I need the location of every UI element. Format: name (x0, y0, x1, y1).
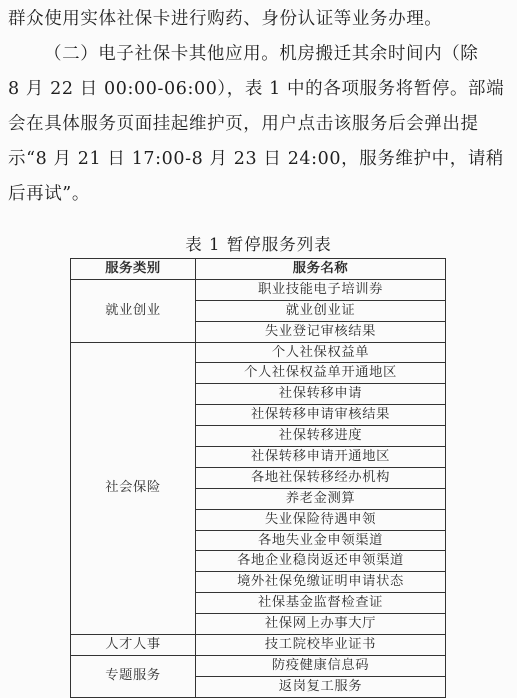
service-name-cell: 技工院校毕业证书 (196, 635, 446, 656)
header-service-name: 服务名称 (196, 259, 446, 280)
service-name-cell: 社保转移申请开通地区 (196, 447, 446, 468)
service-table (70, 258, 446, 698)
service-name-cell: 各地企业稳岗返还申领渠道 (196, 551, 446, 572)
table-row (71, 635, 446, 656)
service-name-cell: 就业创业证 (196, 300, 446, 321)
paragraph-1 (8, 2, 511, 37)
service-name-cell: 各地社保转移经办机构 (196, 467, 446, 488)
paragraph-1-line-1: 群众使用实体社保卡进行购药、身份认证等业务办理。 (8, 9, 443, 29)
paragraph-2-line-3: 会在具体服务页面挂起维护页，用户点击该服务后会弹出提 (8, 114, 479, 134)
table-row (71, 342, 446, 363)
paragraph-2-line-1: （二）电子社保卡其他应用。机房搬迁其余时间内（除 (44, 44, 479, 64)
paragraph-2-line-2: 8 月 22 日 00:00-06:00），表 1 中的各项服务将暂停。部端 (8, 79, 505, 99)
table-body (71, 279, 446, 697)
service-name-cell: 个人社保权益单 (196, 342, 446, 363)
service-name-cell: 各地失业金申领渠道 (196, 530, 446, 551)
service-name-cell: 养老金测算 (196, 488, 446, 509)
paragraph-2-line-4: 示“8 月 21 日 17:00-8 月 23 日 24:00，服务维护中，请稍 (8, 149, 505, 169)
table-row (71, 655, 446, 676)
service-name-cell: 防疫健康信息码 (196, 655, 446, 676)
service-name-cell: 社保转移申请 (196, 384, 446, 405)
paragraph-2 (8, 37, 511, 212)
service-name-cell: 境外社保免缴证明申请状态 (196, 572, 446, 593)
category-cell: 就业创业 (71, 279, 196, 342)
service-name-cell: 返岗复工服务 (196, 676, 446, 697)
table-header (71, 259, 446, 280)
paragraph-2-line-5: 后再试”。 (8, 184, 90, 204)
table-header-row (71, 259, 446, 280)
header-category: 服务类别 (71, 259, 196, 280)
service-name-cell: 失业保险待遇申领 (196, 509, 446, 530)
service-name-cell: 社保基金监督检查证 (196, 593, 446, 614)
service-name-cell: 失业登记审核结果 (196, 321, 446, 342)
category-cell: 社会保险 (71, 342, 196, 634)
service-name-cell: 个人社保权益单开通地区 (196, 363, 446, 384)
service-name-cell: 职业技能电子培训券 (196, 279, 446, 300)
service-name-cell: 社保转移申请审核结果 (196, 405, 446, 426)
category-cell: 人才人事 (71, 635, 196, 656)
service-name-cell: 社保网上办事大厅 (196, 614, 446, 635)
service-name-cell: 社保转移进度 (196, 426, 446, 447)
category-cell: 专题服务 (71, 655, 196, 697)
table-row (71, 279, 446, 300)
table-caption: 表 1 暂停服务列表 (185, 235, 332, 254)
